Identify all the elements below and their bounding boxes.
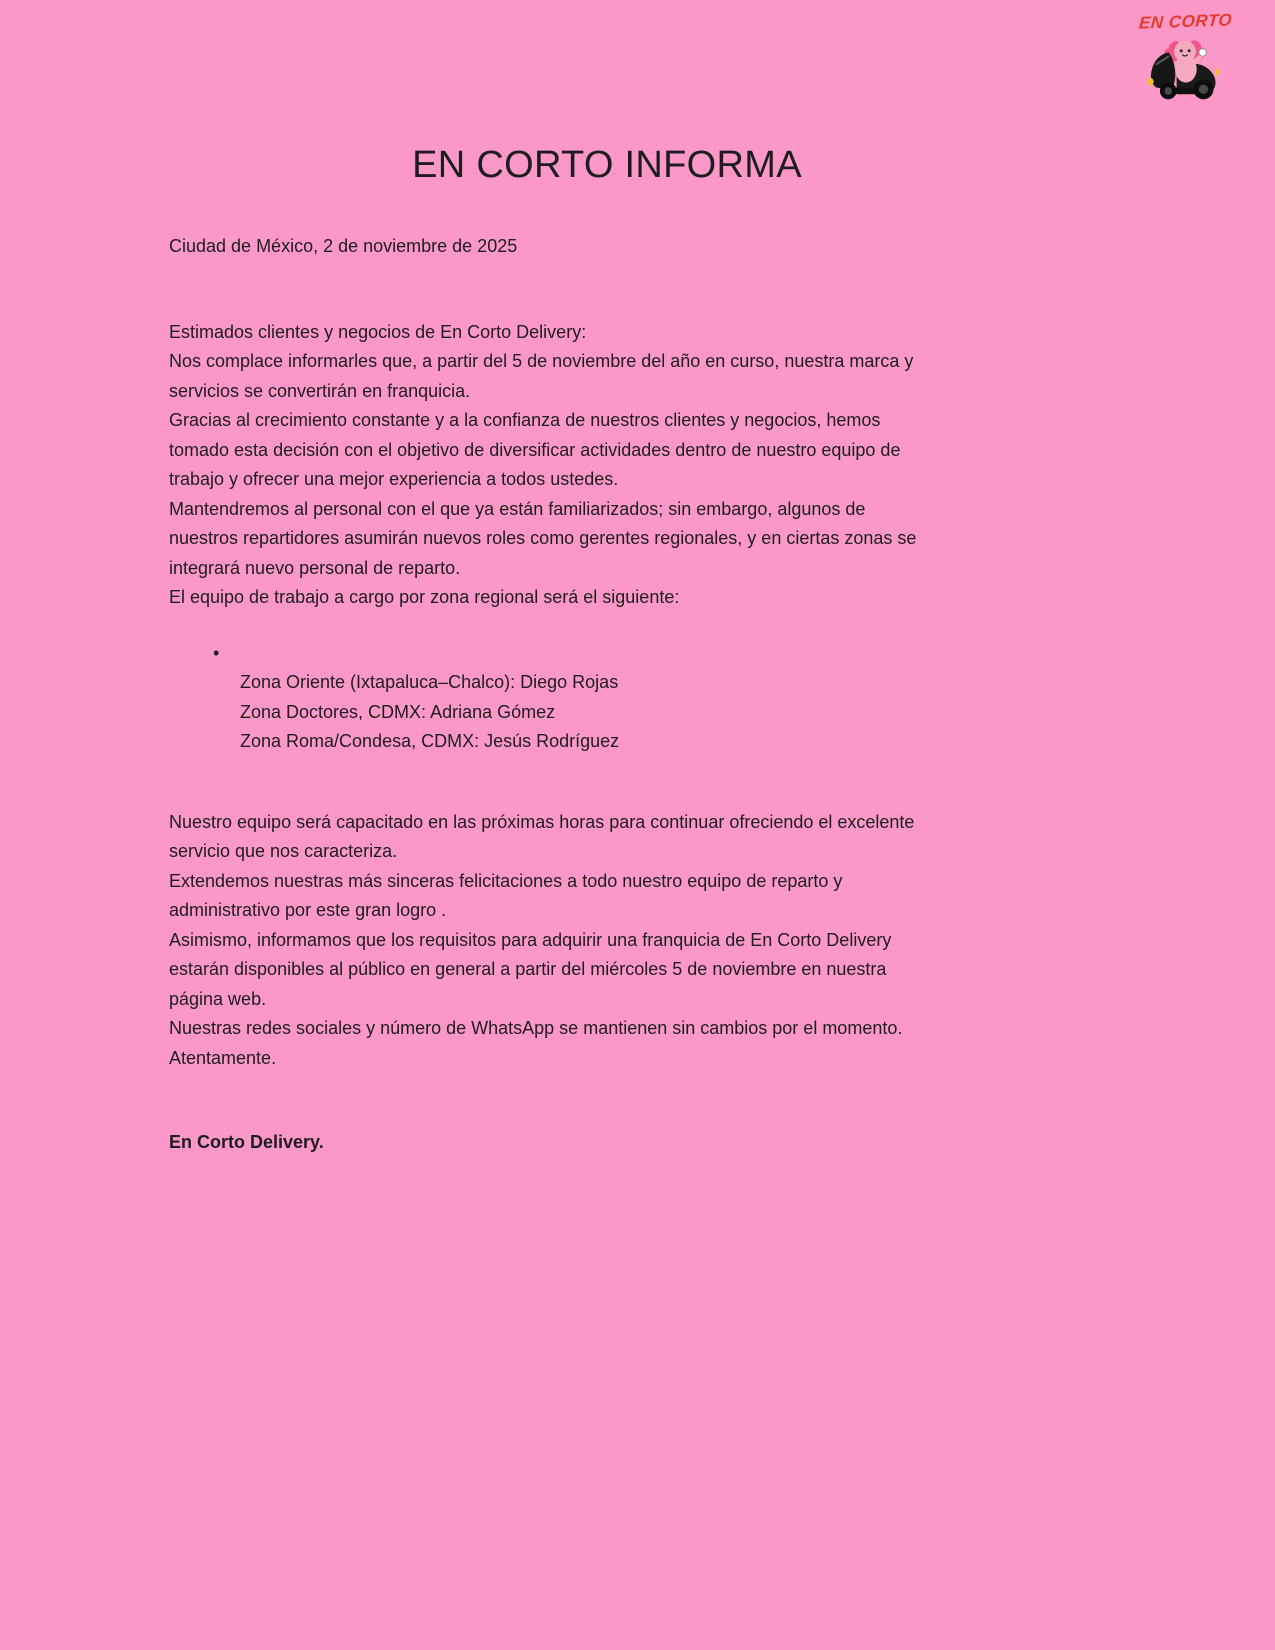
text-line: El equipo de trabajo a cargo por zona regional será el siguiente: bbox=[169, 587, 680, 607]
text-line: Extendemos nuestras más sinceras felicitaciones a todo nuestro equipo de reparto y bbox=[169, 870, 843, 891]
text-line: integrará nuevo personal de reparto. bbox=[169, 557, 461, 578]
text-line: página web. bbox=[169, 988, 267, 1009]
axolotl-scooter-icon bbox=[1143, 34, 1227, 101]
text-line: administrativo por este gran logro . bbox=[169, 900, 447, 920]
dateline: Ciudad de México, 2 de noviembre de 2025 bbox=[169, 236, 518, 256]
paragraph-intro bbox=[169, 318, 1045, 613]
text-line: estarán disponibles al público en general a partir del miércoles 5 de noviembre en nuestra bbox=[169, 959, 887, 979]
text-line: Nuestro equipo será capacitado en las próximas horas para continuar ofreciendo el excelente bbox=[169, 811, 915, 832]
letter-body bbox=[169, 0, 1045, 1158]
brand-name-text: EN CORTO bbox=[1138, 10, 1233, 33]
text-line: Asimismo, informamos que los requisitos para adquirir una franquicia de En Corto Delivery bbox=[169, 929, 892, 950]
signature: En Corto Delivery. bbox=[169, 1132, 324, 1152]
text-line: servicio que nos caracteriza. bbox=[169, 841, 398, 861]
paragraph-closing bbox=[169, 808, 1045, 1074]
text-line: servicios se convertirán en franquicia. bbox=[169, 380, 471, 401]
text-line: Atentamente. bbox=[169, 1047, 277, 1068]
bullet-marker: • bbox=[213, 642, 220, 663]
text-line: nuestros repartidores asumirán nuevos roles como gerentes regionales, y en ciertas zonas se bbox=[169, 528, 917, 548]
text-line: Nos complace informarles que, a partir del 5 de noviembre del año en curso, nuestra marca y bbox=[169, 351, 914, 371]
zone-bullet-list bbox=[169, 639, 1045, 757]
text-line: Gracias al crecimiento constante y a la confianza de nuestros clientes y negocios, hemos bbox=[169, 410, 881, 430]
list-item-zone-oriente: Zona Oriente (Ixtapaluca–Chalco): Diego Rojas bbox=[240, 672, 619, 692]
list-item-zone-doctores: Zona Doctores, CDMX: Adriana Gómez bbox=[240, 701, 556, 722]
page-title: EN CORTO INFORMA bbox=[412, 144, 802, 186]
text-line: Mantendremos al personal con el que ya están familiarizados; sin embargo, algunos de bbox=[169, 498, 866, 519]
list-item-zone-roma-condesa: Zona Roma/Condesa, CDMX: Jesús Rodríguez bbox=[240, 731, 620, 751]
text-line: Estimados clientes y negocios de En Corto Delivery: bbox=[169, 321, 587, 342]
text-line: tomado esta decisión con el objetivo de diversificar actividades dentro de nuestro equipo de bbox=[169, 439, 901, 460]
text-line: trabajo y ofrecer una mejor experiencia a todos ustedes. bbox=[169, 469, 619, 489]
brand-logo bbox=[1139, 12, 1231, 101]
text-line: Nuestras redes sociales y número de WhatsApp se mantienen sin cambios por el momento. bbox=[169, 1018, 903, 1038]
